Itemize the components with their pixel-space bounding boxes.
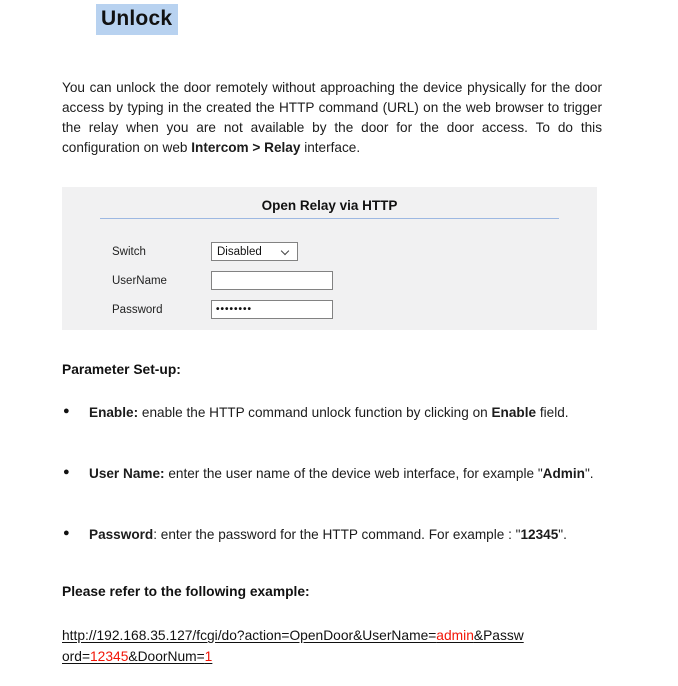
username-label: UserName xyxy=(112,275,167,287)
example-url xyxy=(62,625,607,667)
switch-label: Switch xyxy=(112,246,146,258)
bullet-text-username xyxy=(89,463,602,484)
bullet-text-enable xyxy=(89,402,602,423)
bullet-icon: ● xyxy=(63,527,70,539)
password-label: Password xyxy=(112,304,163,316)
list-item xyxy=(62,524,602,545)
url-segment: ord= xyxy=(62,649,90,664)
switch-select-value: Disabled xyxy=(217,245,262,258)
url-segment-password: 12345 xyxy=(90,649,129,664)
intro-paragraph xyxy=(62,78,602,158)
example-url-line2[interactable] xyxy=(62,646,607,667)
bullet-icon: ● xyxy=(63,405,70,417)
bullet-term: 12345 xyxy=(520,527,559,542)
username-input[interactable] xyxy=(211,271,333,290)
bullet-term: Admin xyxy=(542,466,585,481)
intro-text-before: You can unlock the door remotely without approaching the device physically for the door access by typing in the created the HTTP command (URL) on the web browser to trigger the relay when you are not available by the door for the door access. To do this configuration on web xyxy=(62,80,602,155)
url-segment: &Passw xyxy=(473,628,524,643)
panel-divider xyxy=(100,218,559,219)
bullet-icon: ● xyxy=(63,466,70,478)
bullet-body: enable the HTTP command unlock function by clicking on xyxy=(138,405,492,420)
chevron-down-icon xyxy=(281,247,289,255)
bullet-term: Password xyxy=(89,527,154,542)
bullet-term: Enable: xyxy=(89,405,139,420)
url-segment: &DoorNum= xyxy=(128,649,205,664)
bullet-text-password xyxy=(89,524,602,545)
bullet-term: Enable xyxy=(491,405,537,420)
panel-title: Open Relay via HTTP xyxy=(261,198,398,213)
password-input[interactable] xyxy=(211,300,333,319)
bullet-body: ". xyxy=(584,466,594,481)
parameter-setup-heading: Parameter Set-up: xyxy=(62,362,181,377)
intro-text-after: interface. xyxy=(300,140,361,155)
bullet-body: : enter the password for the HTTP command. For example : " xyxy=(153,527,521,542)
url-segment-username: admin xyxy=(436,628,474,643)
url-segment: http://192.168.35.127/fcgi/do?action=OpenDoor&UserName= xyxy=(62,628,437,643)
switch-select[interactable] xyxy=(211,242,298,261)
bullet-body: enter the user name of the device web interface, for example " xyxy=(164,466,543,481)
list-item xyxy=(62,463,602,484)
url-segment-doornum: 1 xyxy=(204,649,213,664)
bullet-body: ". xyxy=(558,527,567,542)
page-title: Unlock xyxy=(96,4,178,35)
bullet-body: field. xyxy=(536,405,569,420)
example-url-line1[interactable] xyxy=(62,625,607,646)
example-heading: Please refer to the following example: xyxy=(62,584,310,599)
list-item xyxy=(62,402,602,423)
bullet-term: User Name: xyxy=(89,466,165,481)
open-relay-panel xyxy=(62,187,597,330)
intro-menu-path: Intercom > Relay xyxy=(191,140,301,155)
